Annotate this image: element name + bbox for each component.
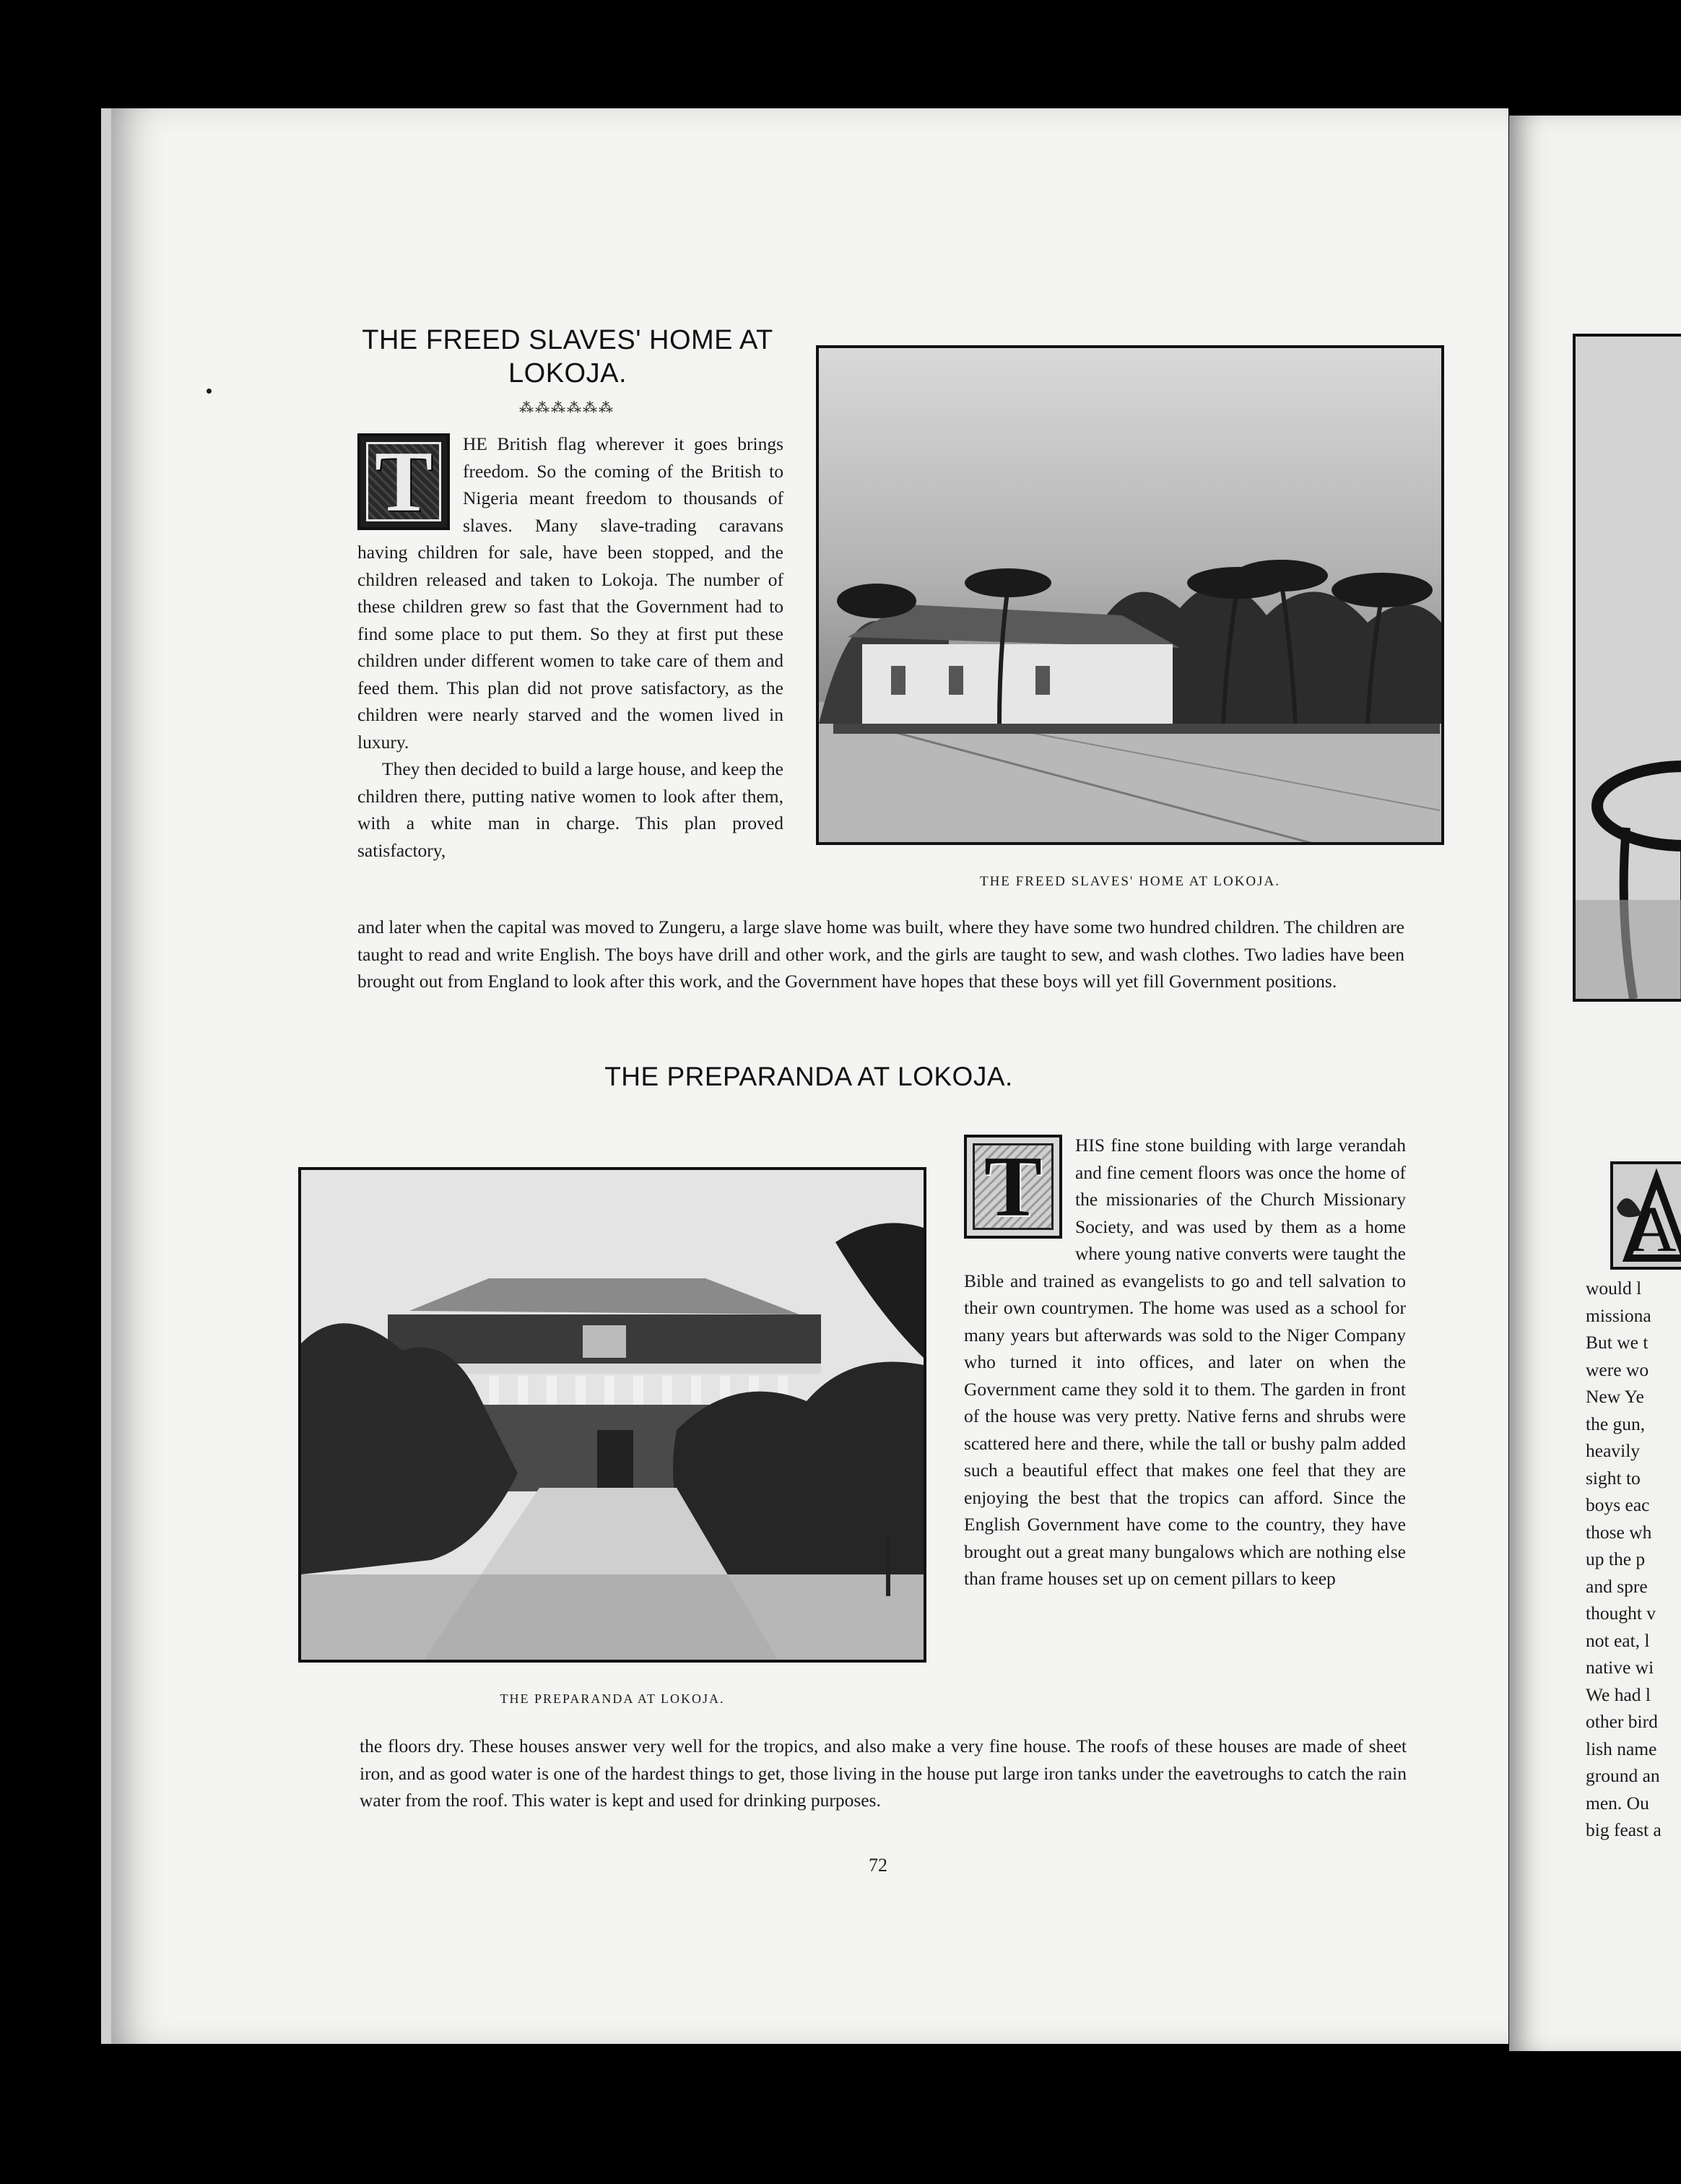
right-line: sight to <box>1586 1467 1641 1488</box>
preparanda-photo <box>298 1167 926 1663</box>
article1-title-line2: LOKOJA. <box>508 358 627 389</box>
right-page-text <box>1586 1275 1681 1844</box>
right-line: up the p <box>1586 1548 1646 1569</box>
article2-paragraph-part1: HIS fine stone building with large verandah and fine cement floors was once the home of the missionaries of the Church Missionary Society, and was used by them as a home where young native converts were taught the Bible and trained as evangelists to go and tell salvation to their own countrymen. The home was used as a school for many years but afterwards was sold to the Niger Company who turned it into offices, and later on when the Government came they sold it to them. The garden in front of the house was very pretty. Native ferns and shrubs were scattered here and there, while the tall or bushy palm added such a beautiful effect that makes one feel that they are enjoying the best that the tropics can afford. Since the English Government have come to the country, they have brought out a great many bungalows which are nothing else than frame houses set up on cement pillars to keep <box>964 1135 1406 1589</box>
right-line: big feast a <box>1586 1819 1662 1840</box>
preparanda-caption: THE PREPARANDA AT LOKOJA. <box>500 1691 725 1706</box>
scan-speck <box>207 389 212 394</box>
right-line: missiona <box>1586 1304 1651 1326</box>
right-line: heavily <box>1586 1440 1641 1461</box>
article1-title <box>339 324 796 390</box>
chair-image <box>1576 337 1681 999</box>
right-line: thought v <box>1586 1603 1656 1624</box>
right-line: were wo <box>1586 1358 1649 1380</box>
article2-column <box>964 1132 1406 1592</box>
right-line: lish name <box>1586 1738 1657 1759</box>
dropcap-letter: T <box>374 433 433 530</box>
right-line: those wh <box>1586 1521 1652 1543</box>
right-line: ground an <box>1586 1765 1660 1786</box>
article2-continuation <box>360 1733 1407 1814</box>
right-line: men. Ou <box>1586 1792 1649 1814</box>
freed-slaves-home-caption: THE FREED SLAVES' HOME AT LOKOJA. <box>979 874 1281 889</box>
verandah-building-image <box>301 1170 924 1660</box>
ornament-divider: ⁂⁂⁂⁂⁂⁂ <box>519 400 614 416</box>
article1-title-line1: THE FREED SLAVES' HOME AT <box>362 325 773 355</box>
right-line: and spre <box>1586 1575 1648 1597</box>
article1-paragraph2-part2: and later when the capital was moved to Zungeru, a large slave home was built, where they have some two hundred children. The children are taught to read and write English. The boys have drill and other work, and the girls are taught to sew, and wash clothes. Two ladies have been brought out from England to look after this work, and the Government have hopes that these boys will yet fill Government positions. <box>357 916 1404 992</box>
article1-paragraph1: HE British flag wherever it goes brings freedom. So the coming of the British to Nigeria meant freedom to thousands of slaves. Many slave-trading caravans having children for sale, have been stopped, and the children released and taken to Lokoja. The number of these children grew so fast that the Government had to find some place to put them. So they at first put these children under different women to take care of them and feed them. This plan did not prove satisfactory, as the children were nearly starved and the women lived in luxury. <box>357 433 783 753</box>
right-line: would l <box>1586 1278 1642 1299</box>
right-dropcap-a <box>1610 1161 1681 1270</box>
right-line: But we t <box>1586 1332 1649 1353</box>
right-line: We had l <box>1586 1684 1651 1705</box>
right-dropcap-letter: A <box>1629 1194 1677 1265</box>
article1-continuation <box>357 914 1404 995</box>
right-page-photo <box>1573 334 1681 1002</box>
page-number: 72 <box>869 1855 887 1876</box>
article1-paragraph2-part1: They then decided to build a large house, and keep the children there, putting native women to look after them, with a white man in charge. This plan proved satisfactory, <box>357 758 783 861</box>
right-line: the gun, <box>1586 1413 1646 1434</box>
article2-title: THE PREPARANDA AT LOKOJA. <box>604 1062 1013 1091</box>
right-line: native wi <box>1586 1657 1654 1678</box>
right-line: New Ye <box>1586 1386 1644 1407</box>
dropcap-letter-2: T <box>983 1138 1043 1235</box>
house-with-palms-image <box>819 348 1441 842</box>
right-line: boys eac <box>1586 1494 1650 1515</box>
right-line: not eat, l <box>1586 1629 1650 1651</box>
freed-slaves-home-photo <box>816 345 1444 845</box>
article2-paragraph-part2: the floors dry. These houses answer very well for the tropics, and also make a very fine house. The roofs of these houses are made of sheet iron, and as good water is one of the hardest things to get, those living in the house put large iron tanks under the eavetroughs to catch the rain water from the roof. This water is kept and used for drinking purposes. <box>360 1736 1407 1811</box>
article1-column <box>357 430 783 864</box>
dropcap-t-ornament <box>357 433 450 530</box>
right-line: other bird <box>1586 1711 1658 1732</box>
dropcap-t-floral <box>964 1135 1062 1239</box>
